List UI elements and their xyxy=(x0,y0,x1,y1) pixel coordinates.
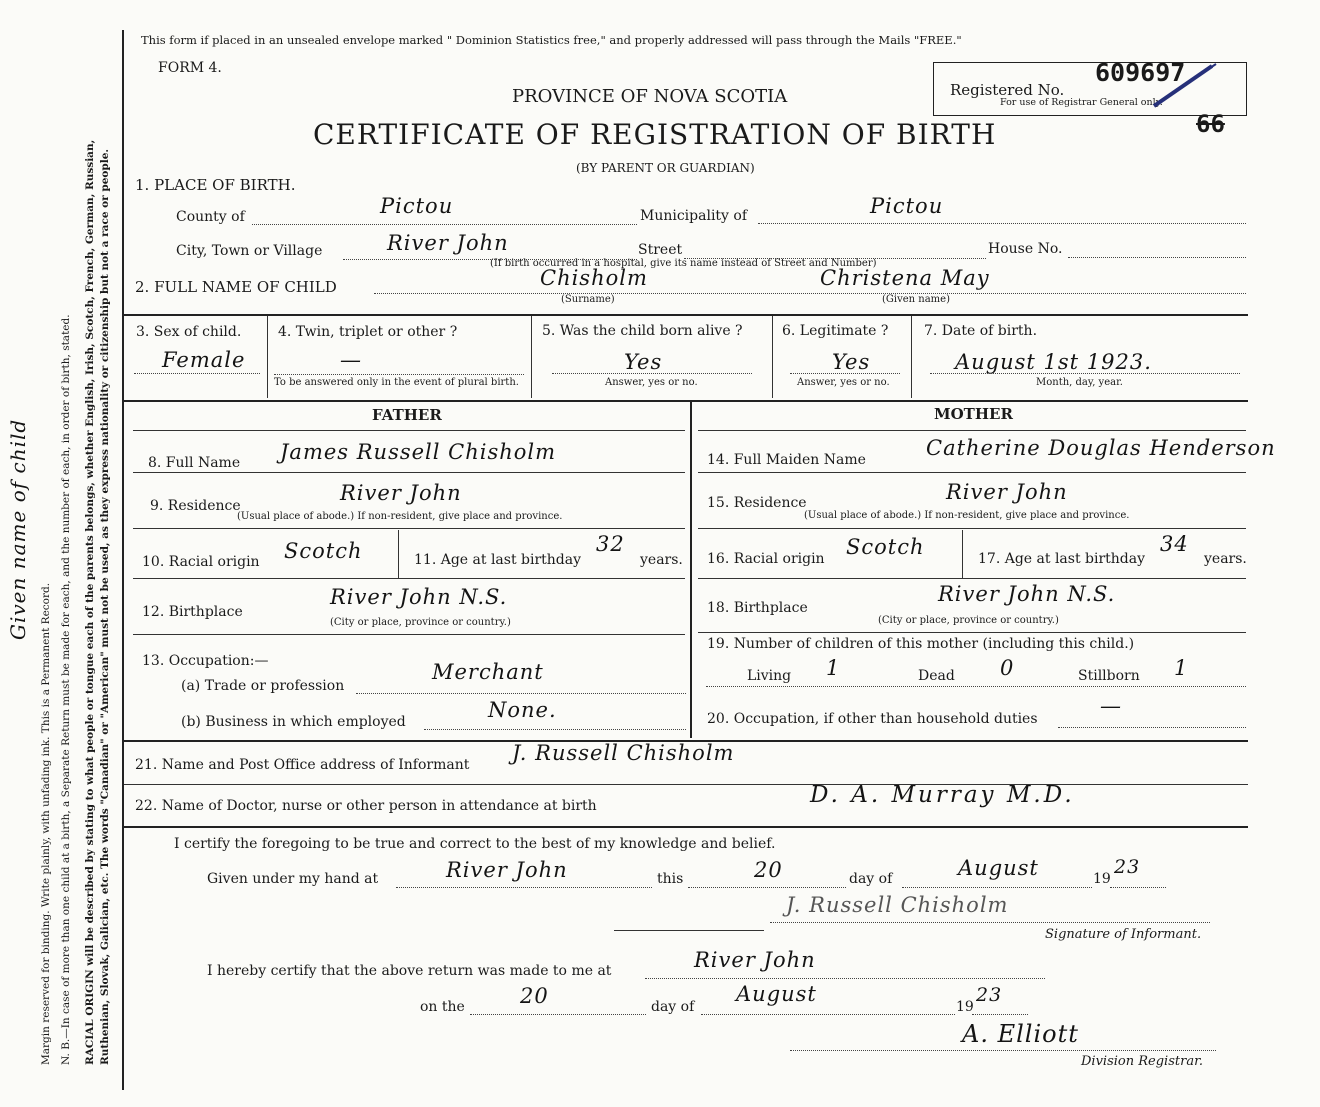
twin-line xyxy=(274,374,524,375)
mother-heading-rule xyxy=(698,430,1246,431)
margin-rule xyxy=(122,30,124,1090)
municipality-value[interactable]: Pictou xyxy=(870,194,944,218)
mother-birthplace-value[interactable]: River John N.S. xyxy=(938,582,1116,606)
county-value[interactable]: Pictou xyxy=(380,194,454,218)
dead-value[interactable]: 0 xyxy=(1000,656,1015,680)
alive-value[interactable]: Yes xyxy=(624,350,663,374)
child-given-value[interactable]: Christena May xyxy=(820,266,990,290)
mother-age-label: 17. Age at last birthday xyxy=(978,551,1146,567)
mail-notice: This form if placed in an unsealed envelope marked " Dominion Statistics free," and properly addressed will pass through the Mails "FREE." xyxy=(141,33,962,47)
mother-race-value[interactable]: Scotch xyxy=(846,535,925,559)
registrar-month-line xyxy=(701,1014,955,1015)
mother-birthplace-note: (City or place, province or country.) xyxy=(878,615,1059,626)
father-birthplace-rule xyxy=(133,634,685,635)
father-birthplace-label: 12. Birthplace xyxy=(142,604,243,620)
registrar-place-value[interactable]: River John xyxy=(694,948,816,972)
twin-label: 4. Twin, triplet or other ? xyxy=(278,324,458,340)
registrar-signature-line xyxy=(790,1050,1216,1051)
registrar-on-the-label: on the xyxy=(420,999,465,1015)
child-given-caption: (Given name) xyxy=(882,294,950,305)
given-year-suffix[interactable]: 23 xyxy=(1114,856,1141,878)
mother-residence-label: 15. Residence xyxy=(707,495,807,511)
dead-label: Dead xyxy=(918,668,955,684)
mother-age-value[interactable]: 34 xyxy=(1160,532,1189,556)
mother-race-label: 16. Racial origin xyxy=(707,551,825,567)
mother-children-label: 19. Number of children of this mother (including this child.) xyxy=(707,636,1135,652)
mother-occupation-label: 20. Occupation, if other than household duties xyxy=(707,711,1038,727)
mother-name-rule xyxy=(698,472,1246,473)
margin-note-binding: Margin reserved for binding. Write plainly, with unfading ink. This is a Permanent Record. xyxy=(40,582,52,1065)
certificate-subtitle: (BY PARENT OR GUARDIAN) xyxy=(576,161,755,175)
sex-label: 3. Sex of child. xyxy=(136,324,242,340)
given-label: Given under my hand at xyxy=(207,871,379,887)
legitimate-line xyxy=(790,373,900,374)
child-name-label: 2. FULL NAME OF CHILD xyxy=(135,278,337,296)
mother-occupation-line xyxy=(1058,727,1246,728)
registrar-statement: I hereby certify that the above return was made to me at xyxy=(207,963,612,979)
mother-heading: MOTHER xyxy=(934,405,1013,423)
mother-birthplace-rule xyxy=(698,632,1246,633)
certificate-title: CERTIFICATE OF REGISTRATION OF BIRTH xyxy=(313,118,997,151)
father-name-value[interactable]: James Russell Chisholm xyxy=(280,440,557,464)
given-place-line xyxy=(396,887,652,888)
registrar-day-value[interactable]: 20 xyxy=(520,984,549,1008)
stamp-number: 66 xyxy=(1196,110,1225,138)
given-year-line xyxy=(1110,887,1166,888)
legitimate-note: Answer, yes or no. xyxy=(797,377,890,388)
registered-number: 609697 xyxy=(1095,58,1186,87)
father-trade-line xyxy=(356,693,686,694)
mother-birthplace-label: 18. Birthplace xyxy=(707,600,808,616)
legitimate-label: 6. Legitimate ? xyxy=(782,323,889,339)
registrar-year-line xyxy=(972,1014,1028,1015)
alive-label: 5. Was the child born alive ? xyxy=(542,323,743,339)
twin-value[interactable]: — xyxy=(340,348,362,372)
legitimate-value[interactable]: Yes xyxy=(832,350,871,374)
form-number: FORM 4. xyxy=(158,60,222,76)
municipality-line xyxy=(758,223,1246,224)
mother-race-rule xyxy=(698,578,1246,579)
father-residence-rule xyxy=(133,528,685,529)
sex-value[interactable]: Female xyxy=(162,348,246,372)
dob-note: Month, day, year. xyxy=(1036,377,1123,388)
mother-age-unit: years. xyxy=(1204,551,1247,567)
father-birthplace-note: (City or place, province or country.) xyxy=(330,617,511,628)
living-label: Living xyxy=(747,668,792,684)
registrar-use-note: For use of Registrar General only. xyxy=(1000,97,1163,108)
hospital-note: (If birth occurred in a hospital, give its name instead of Street and Number) xyxy=(490,258,877,269)
father-age-label: 11. Age at last birthday xyxy=(414,552,582,568)
informant-value[interactable]: J. Russell Chisholm xyxy=(512,741,735,765)
child-surname-caption: (Surname) xyxy=(561,294,615,305)
twin-note: To be answered only in the event of plural birth. xyxy=(274,377,519,388)
divider xyxy=(772,316,773,398)
municipality-label: Municipality of xyxy=(640,208,748,224)
province-heading: PROVINCE OF NOVA SCOTIA xyxy=(512,86,788,107)
father-heading-rule xyxy=(133,430,685,431)
father-race-label: 10. Racial origin xyxy=(142,554,260,570)
mother-name-label: 14. Full Maiden Name xyxy=(707,452,866,468)
house-number-label: House No. xyxy=(988,241,1063,257)
doctor-label: 22. Name of Doctor, nurse or other person in attendance at birth xyxy=(135,798,597,814)
alive-note: Answer, yes or no. xyxy=(605,377,698,388)
informant-signature-caption: Signature of Informant. xyxy=(1045,927,1202,942)
dob-label: 7. Date of birth. xyxy=(924,323,1038,339)
mother-residence-value[interactable]: River John xyxy=(946,480,1068,504)
divider xyxy=(267,316,268,398)
registrar-year-prefix: 19 xyxy=(956,999,974,1015)
column-divider xyxy=(690,400,692,738)
informant-label: 21. Name and Post Office address of Informant xyxy=(135,757,470,773)
margin-note-multiple-births: N. B.—In case of more than one child at a birth, a Separate Return must be made for each, and the number of each, in order of birth, stated. xyxy=(60,314,72,1065)
place-of-birth-label: 1. PLACE OF BIRTH. xyxy=(135,176,296,194)
divider xyxy=(962,530,963,578)
divider xyxy=(911,316,912,398)
street-label: Street xyxy=(638,242,683,258)
registrar-day-line xyxy=(470,1014,646,1015)
county-line xyxy=(252,224,637,225)
registrar-year-suffix[interactable]: 23 xyxy=(976,984,1003,1006)
given-day-value[interactable]: 20 xyxy=(754,858,783,882)
father-occupation-label: 13. Occupation:— xyxy=(142,653,269,669)
house-number-line xyxy=(1068,257,1246,258)
stillborn-value[interactable]: 1 xyxy=(1174,656,1189,680)
father-residence-value[interactable]: River John xyxy=(340,481,462,505)
given-month-value[interactable]: August xyxy=(958,856,1039,880)
given-day-label: day of xyxy=(849,871,893,887)
pen-mark-icon xyxy=(1150,60,1220,110)
signature-rule-right xyxy=(770,922,1210,923)
father-race-value[interactable]: Scotch xyxy=(284,539,363,563)
informant-rule xyxy=(124,784,1248,785)
father-heading: FATHER xyxy=(372,406,442,424)
city-value[interactable]: River John xyxy=(387,231,509,255)
mother-name-value[interactable]: Catherine Douglas Henderson xyxy=(926,436,1276,460)
living-value[interactable]: 1 xyxy=(826,656,841,680)
given-place-value[interactable]: River John xyxy=(446,858,568,882)
sex-line xyxy=(134,373,260,374)
alive-line xyxy=(552,373,752,374)
divider xyxy=(398,530,399,578)
certification-statement: I certify the foregoing to be true and correct to the best of my knowledge and belief. xyxy=(174,836,776,852)
father-birthplace-value[interactable]: River John N.S. xyxy=(330,585,508,609)
father-residence-note: (Usual place of abode.) If non-resident, give place and province. xyxy=(237,511,563,522)
father-age-unit: years. xyxy=(640,552,683,568)
given-month-line xyxy=(902,887,1092,888)
mother-residence-note: (Usual place of abode.) If non-resident, give place and province. xyxy=(804,510,1130,521)
given-day-line xyxy=(688,887,846,888)
registrar-day-label: day of xyxy=(651,999,695,1015)
mother-residence-rule xyxy=(698,528,1246,529)
doctor-value[interactable]: D. A. Murray M.D. xyxy=(810,782,1075,808)
registered-label: Registered No. xyxy=(950,81,1065,99)
father-business-line xyxy=(424,729,686,730)
child-name-line xyxy=(374,293,1246,294)
margin-note-racial-origin-1: RACIAL ORIGIN will be described by stating to what people or tongue each of the parents belongs, whether English, Irish, Scotch, French, German, Russian, xyxy=(84,139,96,1065)
registrar-place-line xyxy=(645,978,1045,979)
doctor-rule xyxy=(124,826,1248,828)
father-age-value[interactable]: 32 xyxy=(596,532,625,556)
given-year-prefix: 19 xyxy=(1093,871,1111,887)
county-label: County of xyxy=(176,209,245,225)
father-residence-label: 9. Residence xyxy=(150,498,241,514)
city-label: City, Town or Village xyxy=(176,243,323,259)
dob-value[interactable]: August 1st 1923. xyxy=(955,350,1152,374)
children-line xyxy=(706,686,1246,687)
father-name-rule xyxy=(133,472,685,473)
divider xyxy=(531,316,532,398)
child-surname-value[interactable]: Chisholm xyxy=(540,266,648,290)
margin-handwritten-note: Given name of child xyxy=(6,418,30,640)
informant-signature-value[interactable]: J. Russell Chisholm xyxy=(786,893,1009,917)
given-this-label: this xyxy=(657,871,684,887)
registrar-caption: Division Registrar. xyxy=(1081,1054,1203,1069)
father-business-value[interactable]: None. xyxy=(488,698,557,722)
father-race-rule xyxy=(133,578,685,579)
father-trade-label: (a) Trade or profession xyxy=(181,678,345,694)
stillborn-label: Stillborn xyxy=(1078,668,1140,684)
signature-rule-left xyxy=(614,930,764,931)
registrar-month-value[interactable]: August xyxy=(736,982,817,1006)
father-name-label: 8. Full Name xyxy=(148,455,241,471)
dob-line xyxy=(930,373,1240,374)
mother-occupation-value[interactable]: — xyxy=(1100,694,1122,718)
registrar-signature-value[interactable]: A. Elliott xyxy=(962,1020,1079,1048)
margin-note-racial-origin-2: Ruthenian, Slovak, Galician, etc. The words "Canadian" or "American" must not be used, as they express nationality or citizenship but not a race or people. xyxy=(99,148,111,1065)
father-trade-value[interactable]: Merchant xyxy=(432,660,544,684)
father-business-label: (b) Business in which employed xyxy=(181,714,406,730)
